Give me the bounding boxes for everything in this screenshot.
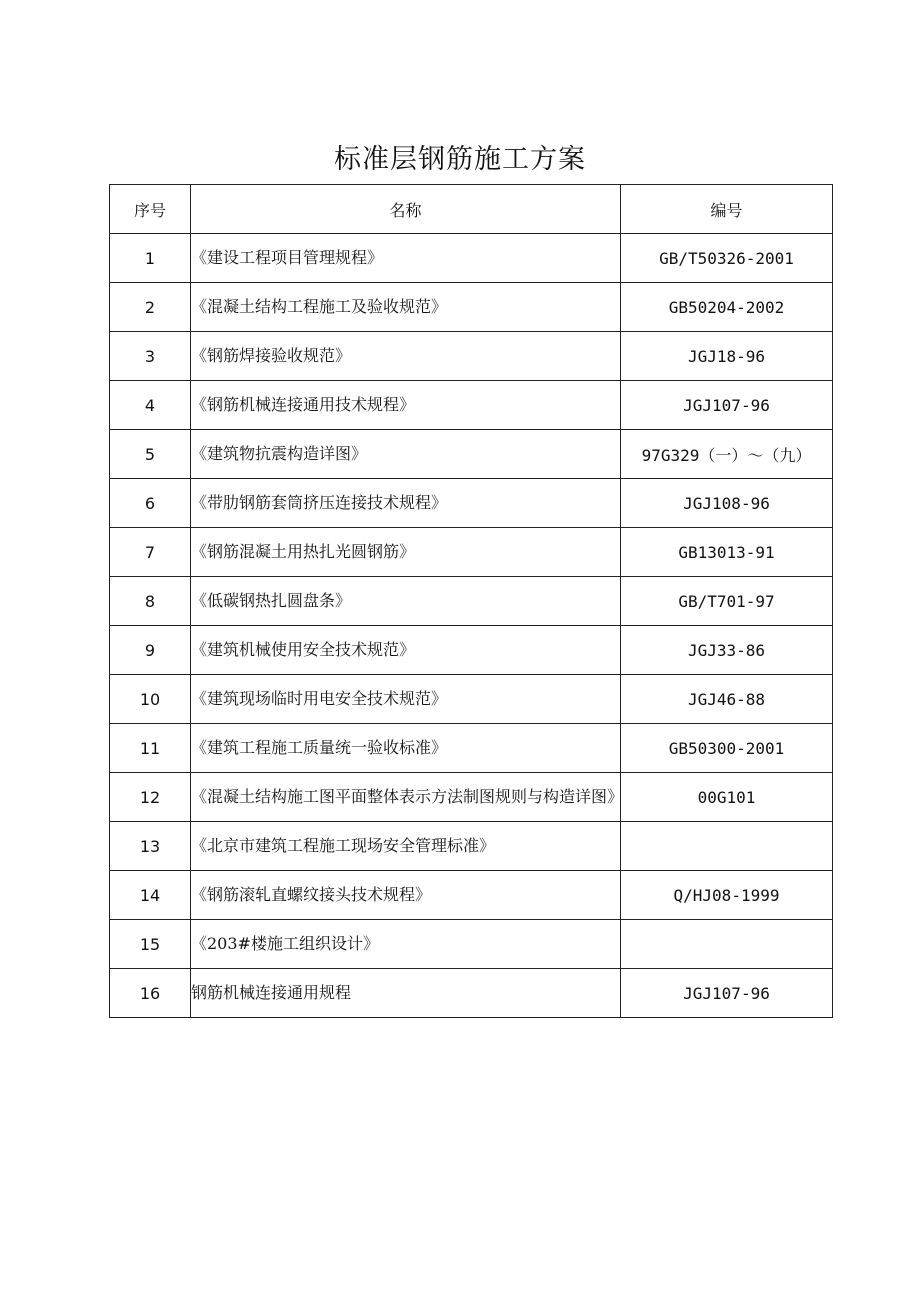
table-row xyxy=(110,773,833,822)
cell-name: 《203#楼施工组织设计》 xyxy=(191,920,621,969)
cell-name: 《钢筋混凝土用热扎光圆钢筋》 xyxy=(191,528,621,577)
cell-code: JGJ18-96 xyxy=(621,332,833,381)
cell-no: 12 xyxy=(110,773,191,822)
table-header-row xyxy=(110,185,833,234)
cell-code xyxy=(621,920,833,969)
table-row xyxy=(110,871,833,920)
cell-no: 13 xyxy=(110,822,191,871)
cell-name: 《建筑物抗震构造详图》 xyxy=(191,430,621,479)
cell-name: 《带肋钢筋套筒挤压连接技术规程》 xyxy=(191,479,621,528)
cell-code: GB13013-91 xyxy=(621,528,833,577)
cell-code xyxy=(621,822,833,871)
cell-name: 《建设工程项目管理规程》 xyxy=(191,234,621,283)
cell-no: 3 xyxy=(110,332,191,381)
header-code: 编号 xyxy=(621,185,833,234)
cell-no: 4 xyxy=(110,381,191,430)
cell-no: 16 xyxy=(110,969,191,1018)
cell-name: 《建筑工程施工质量统一验收标准》 xyxy=(191,724,621,773)
cell-no: 9 xyxy=(110,626,191,675)
cell-code: JGJ107-96 xyxy=(621,381,833,430)
table-row xyxy=(110,969,833,1018)
cell-name: 《低碳钢热扎圆盘条》 xyxy=(191,577,621,626)
table-row xyxy=(110,724,833,773)
cell-name: 《混凝土结构施工图平面整体表示方法制图规则与构造详图》 xyxy=(191,773,621,822)
standards-table xyxy=(109,184,833,1018)
header-no: 序号 xyxy=(110,185,191,234)
page-title: 标准层钢筋施工方案 xyxy=(334,144,586,175)
header-name: 名称 xyxy=(191,185,621,234)
table-row xyxy=(110,577,833,626)
cell-code: GB50300-2001 xyxy=(621,724,833,773)
cell-code: 00G101 xyxy=(621,773,833,822)
cell-code: JGJ108-96 xyxy=(621,479,833,528)
cell-name: 《建筑机械使用安全技术规范》 xyxy=(191,626,621,675)
cell-no: 10 xyxy=(110,675,191,724)
table-row xyxy=(110,626,833,675)
cell-name: 《北京市建筑工程施工现场安全管理标准》 xyxy=(191,822,621,871)
cell-no: 8 xyxy=(110,577,191,626)
cell-name: 《钢筋机械连接通用技术规程》 xyxy=(191,381,621,430)
cell-no: 5 xyxy=(110,430,191,479)
table-row xyxy=(110,822,833,871)
cell-code: JGJ33-86 xyxy=(621,626,833,675)
cell-code: 97G329（一）～（九） xyxy=(621,430,833,479)
cell-code: JGJ46-88 xyxy=(621,675,833,724)
table-row xyxy=(110,332,833,381)
cell-name: 《建筑现场临时用电安全技术规范》 xyxy=(191,675,621,724)
cell-name: 《钢筋焊接验收规范》 xyxy=(191,332,621,381)
cell-code: GB/T701-97 xyxy=(621,577,833,626)
cell-no: 1 xyxy=(110,234,191,283)
cell-name: 钢筋机械连接通用规程 xyxy=(191,969,621,1018)
table-row xyxy=(110,920,833,969)
cell-no: 6 xyxy=(110,479,191,528)
cell-no: 2 xyxy=(110,283,191,332)
cell-name: 《混凝土结构工程施工及验收规范》 xyxy=(191,283,621,332)
cell-code: Q/HJ08-1999 xyxy=(621,871,833,920)
cell-code: GB50204-2002 xyxy=(621,283,833,332)
table-row xyxy=(110,381,833,430)
cell-no: 7 xyxy=(110,528,191,577)
table-row xyxy=(110,675,833,724)
table-row xyxy=(110,528,833,577)
cell-no: 11 xyxy=(110,724,191,773)
cell-code: GB/T50326-2001 xyxy=(621,234,833,283)
table-row xyxy=(110,430,833,479)
table-row xyxy=(110,479,833,528)
cell-no: 15 xyxy=(110,920,191,969)
cell-code: JGJ107-96 xyxy=(621,969,833,1018)
cell-name: 《钢筋滚轧直螺纹接头技术规程》 xyxy=(191,871,621,920)
cell-no: 14 xyxy=(110,871,191,920)
table-row xyxy=(110,234,833,283)
table-row xyxy=(110,283,833,332)
